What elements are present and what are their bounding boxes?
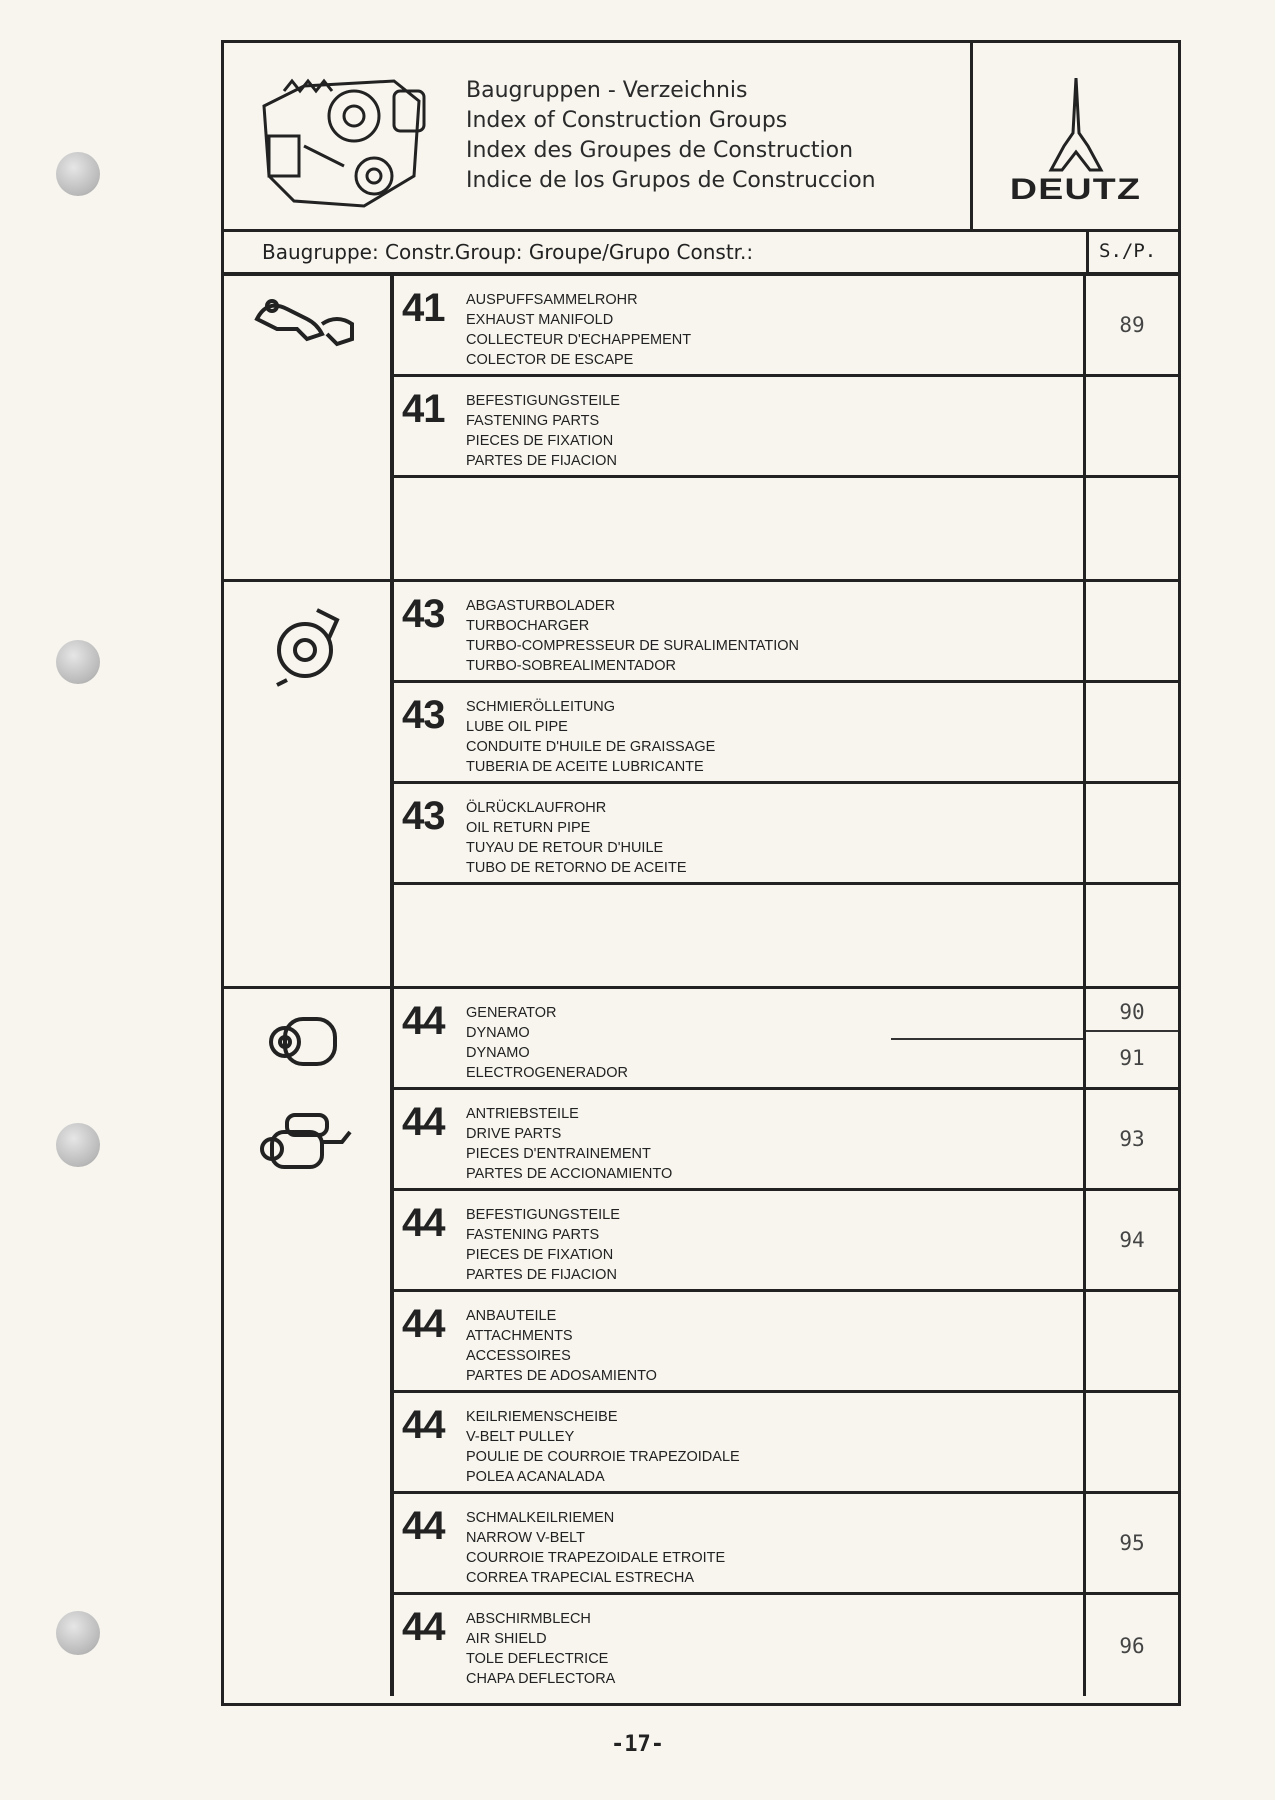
- group-number: 44: [402, 1100, 445, 1144]
- index-table: [221, 40, 1181, 1706]
- group-name-de: AUSPUFFSAMMELROHR: [466, 292, 638, 308]
- group-name-de: ABSCHIRMBLECH: [466, 1611, 591, 1627]
- column-header: [224, 232, 1178, 276]
- page-number-link[interactable]: 91: [1119, 1046, 1145, 1070]
- table-row: [394, 582, 1178, 683]
- group-name-de: GENERATOR: [466, 1005, 557, 1021]
- title-en: Index of Construction Groups: [466, 108, 788, 133]
- page-reference: [1083, 683, 1178, 781]
- page-number-link[interactable]: 95: [1119, 1531, 1145, 1555]
- group-name-de: ANTRIEBSTEILE: [466, 1106, 579, 1122]
- table-row: [394, 1090, 1178, 1191]
- group-name-es: TUBERIA DE ACEITE LUBRICANTE: [466, 759, 704, 775]
- page-reference: [1083, 1393, 1178, 1491]
- page-reference: [1083, 885, 1178, 986]
- table-row: [394, 1595, 1178, 1696]
- group-name-fr: PIECES DE FIXATION: [466, 433, 614, 449]
- group-name-fr: CONDUITE D'HUILE DE GRAISSAGE: [466, 739, 716, 755]
- page-number-link[interactable]: 93: [1119, 1127, 1145, 1151]
- group-number: 43: [402, 794, 445, 838]
- group-number: 44: [402, 1302, 445, 1346]
- group-name-en: DYNAMO: [466, 1025, 530, 1041]
- group-number: 44: [402, 1605, 445, 1649]
- group-name-en: EXHAUST MANIFOLD: [466, 312, 614, 328]
- group-name-de: ANBAUTEILE: [466, 1308, 557, 1324]
- page-reference: [1083, 1090, 1178, 1188]
- page-number-link[interactable]: 89: [1119, 313, 1145, 337]
- table-row: [394, 478, 1178, 579]
- binder-hole: [56, 152, 100, 196]
- group-name-en: NARROW V-BELT: [466, 1530, 585, 1546]
- exhaust-manifold-icon: [224, 276, 394, 579]
- group-number: [402, 490, 466, 579]
- page-reference: [1083, 276, 1178, 374]
- page-reference: [1083, 1595, 1178, 1696]
- connector-line: [891, 1038, 1086, 1040]
- table-row: [394, 989, 1178, 1090]
- deutz-spire-icon: [1046, 78, 1106, 173]
- page-number-link[interactable]: 96: [1119, 1633, 1145, 1658]
- group-name-es: PARTES DE FIJACION: [466, 453, 617, 469]
- title-fr: Index des Groupes de Construction: [466, 138, 854, 163]
- group-name-fr: POULIE DE COURROIE TRAPEZOIDALE: [466, 1449, 740, 1465]
- table-row: [394, 377, 1178, 478]
- group-name-fr: PIECES D'ENTRAINEMENT: [466, 1146, 651, 1162]
- group-name-es: PARTES DE ACCIONAMIENTO: [466, 1166, 673, 1182]
- group-name-fr: COURROIE TRAPEZOIDALE ETROITE: [466, 1550, 726, 1566]
- group-name-de: BEFESTIGUNGSTEILE: [466, 393, 620, 409]
- group-number: [402, 897, 466, 986]
- group-name-en: FASTENING PARTS: [466, 413, 600, 429]
- table-row: [394, 683, 1178, 784]
- group-name-en: FASTENING PARTS: [466, 1227, 600, 1243]
- group-number: 43: [402, 693, 445, 737]
- page-number-link[interactable]: 90: [1086, 1000, 1178, 1032]
- binder-hole: [56, 1611, 100, 1655]
- group-name-en: AIR SHIELD: [466, 1631, 547, 1647]
- table-row: [394, 1494, 1178, 1595]
- page-number-link[interactable]: 94: [1119, 1228, 1145, 1252]
- page-reference: [1083, 1494, 1178, 1592]
- group-number: 44: [402, 999, 445, 1043]
- group-name-de: ABGASTURBOLADER: [466, 598, 616, 614]
- group-name-es: PARTES DE ADOSAMIENTO: [466, 1368, 657, 1384]
- page-reference: [1083, 478, 1178, 579]
- group-name-de: BEFESTIGUNGSTEILE: [466, 1207, 620, 1223]
- table-row: [394, 784, 1178, 885]
- group-name-de: SCHMIERÖLLEITUNG: [466, 699, 616, 715]
- group-number: 41: [402, 387, 445, 431]
- group-name-en: OIL RETURN PIPE: [466, 820, 591, 836]
- table-row: [394, 276, 1178, 377]
- group-column-label: Baugruppe: Constr.Group: Groupe/Grupo Constr.:: [262, 240, 754, 264]
- page-reference: [1083, 377, 1178, 475]
- group-name-es: PARTES DE FIJACION: [466, 1267, 617, 1283]
- group-name-en: ATTACHMENTS: [466, 1328, 573, 1344]
- group-name-fr: TURBO-COMPRESSEUR DE SURALIMENTATION: [466, 638, 799, 654]
- group-name-fr: COLLECTEUR D'ECHAPPEMENT: [466, 332, 692, 348]
- group-name-de: ÖLRÜCKLAUFROHR: [466, 800, 607, 816]
- group-name-en: DRIVE PARTS: [466, 1126, 562, 1142]
- group-section: [224, 582, 1178, 989]
- group-name-es: COLECTOR DE ESCAPE: [466, 352, 634, 368]
- group-section: [224, 989, 1178, 1696]
- group-name-es: ELECTROGENERADOR: [466, 1065, 628, 1081]
- group-number: 43: [402, 592, 445, 636]
- engine-illustration-icon: [244, 56, 444, 216]
- page-reference: [1083, 582, 1178, 680]
- group-name-en: TURBOCHARGER: [466, 618, 590, 634]
- group-name-es: TURBO-SOBREALIMENTADOR: [466, 658, 677, 674]
- binder-hole: [56, 640, 100, 684]
- table-row: [394, 1292, 1178, 1393]
- index-body: [224, 276, 1178, 1703]
- group-name-es: POLEA ACANALADA: [466, 1469, 605, 1485]
- group-number: 44: [402, 1403, 445, 1447]
- table-row: [394, 1191, 1178, 1292]
- header: [224, 43, 1178, 232]
- title-de: Baugruppen - Verzeichnis: [466, 78, 748, 103]
- group-name-fr: ACCESSOIRES: [466, 1348, 571, 1364]
- group-name-fr: TUYAU DE RETOUR D'HUILE: [466, 840, 664, 856]
- binder-hole: [56, 1123, 100, 1167]
- generator-starter-icon: [224, 989, 394, 1696]
- group-name-es: TUBO DE RETORNO DE ACEITE: [466, 860, 687, 876]
- group-section: [224, 276, 1178, 582]
- table-row: [394, 1393, 1178, 1494]
- group-name-es: CORREA TRAPECIAL ESTRECHA: [466, 1570, 695, 1586]
- page-reference: [1083, 784, 1178, 882]
- title-es: Indice de los Grupos de Construccion: [466, 168, 876, 193]
- table-row: [394, 885, 1178, 986]
- group-name-fr: TOLE DEFLECTRICE: [466, 1651, 609, 1667]
- group-name-de: SCHMALKEILRIEMEN: [466, 1510, 615, 1526]
- group-name-de: KEILRIEMENSCHEIBE: [466, 1409, 618, 1425]
- group-number: 44: [402, 1201, 445, 1245]
- group-name-en: V-BELT PULLEY: [466, 1429, 575, 1445]
- page-reference: [1083, 1191, 1178, 1289]
- group-name-es: CHAPA DEFLECTORA: [466, 1671, 616, 1687]
- page-number: -17-: [611, 1732, 664, 1757]
- group-number: 41: [402, 286, 445, 330]
- page-column-label: S./P.: [1086, 232, 1178, 272]
- turbocharger-icon: [224, 582, 394, 986]
- page-reference: [1083, 1292, 1178, 1390]
- deutz-logo: DEUTZ: [970, 43, 1178, 229]
- group-name-en: LUBE OIL PIPE: [466, 719, 568, 735]
- group-number: 44: [402, 1504, 445, 1548]
- page-reference: [1083, 989, 1178, 1087]
- group-name-fr: DYNAMO: [466, 1045, 530, 1061]
- group-name-fr: PIECES DE FIXATION: [466, 1247, 614, 1263]
